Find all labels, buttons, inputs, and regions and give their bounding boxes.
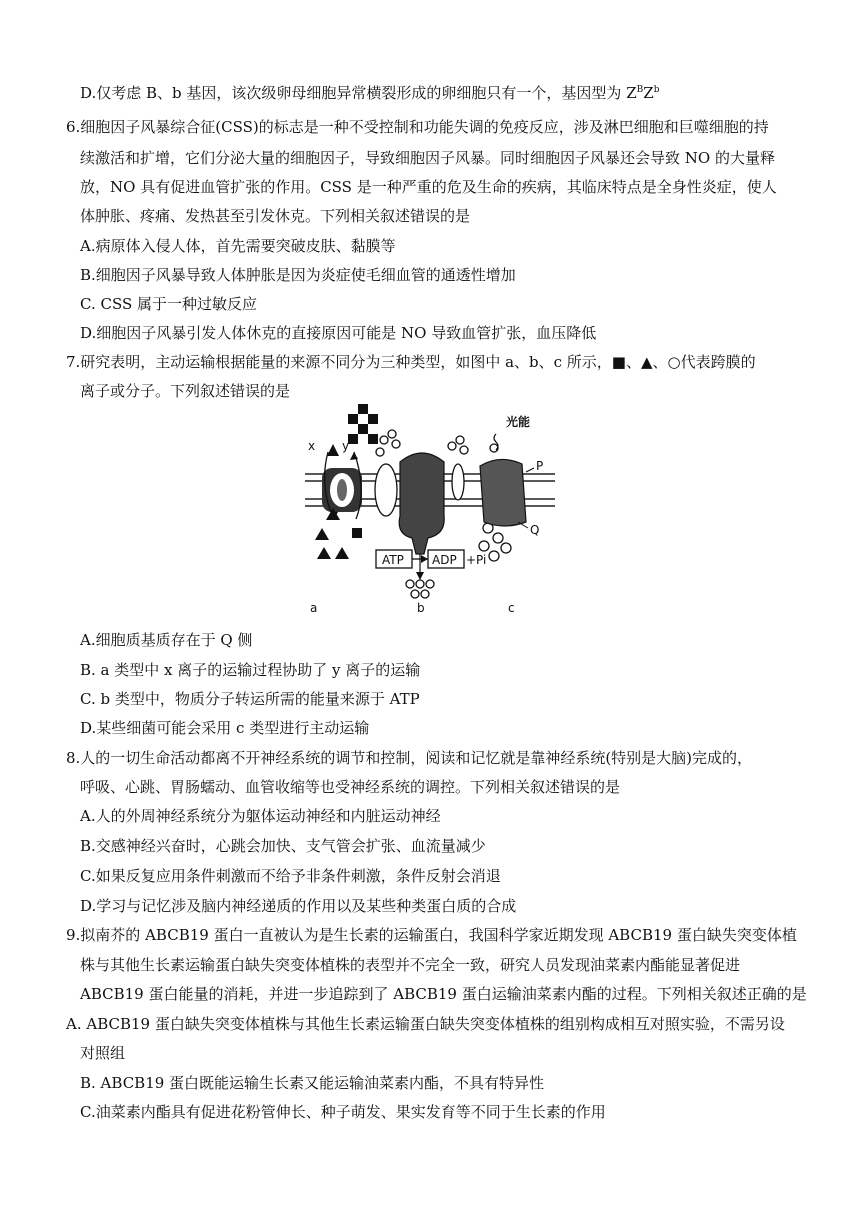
q9-option-a-cont: 对照组	[80, 1044, 126, 1062]
q6-option-b: B.细胞因子风暴导致人体肿胀是因为炎症使毛细血管的通透性增加	[80, 266, 516, 284]
q6-option-c: C. CSS 属于一种过敏反应	[80, 295, 258, 313]
label-x: x	[308, 439, 316, 453]
label-y: y	[342, 439, 350, 453]
label-atp: ATP	[382, 553, 404, 567]
label-p: P	[536, 459, 544, 473]
q8-option-b: B.交感神经兴奋时，心跳会加快、支气管会扩张、血流量减少	[80, 837, 486, 855]
q9-option-c: C.油菜素内酯具有促进花粉管伸长、种子萌发、果实发育等不同于生长素的作用	[80, 1103, 606, 1121]
light-pump-c	[480, 434, 526, 526]
q7-option-b: B. a 类型中 x 离子的运输过程协助了 y 离子的运输	[80, 661, 421, 679]
q6-option-a: A.病原体入侵人体，首先需要突破皮肤、黏膜等	[80, 237, 396, 255]
q7-option-c: C. b 类型中，物质分子转运所需的能量来源于 ATP	[80, 690, 420, 708]
q9-stem-line-3: ABCB19 蛋白能量的消耗，并进一步追踪到了 ABCB19 蛋白运输油菜素内酯的过程。下列相关叙述正确的是	[80, 985, 807, 1003]
q6-stem-line-4: 体肿胀、疼痛、发热甚至引发休克。下列相关叙述错误的是	[80, 207, 471, 225]
active-transport-figure	[300, 404, 560, 616]
q6-stem-line-2: 续激活和扩增，它们分泌大量的细胞因子，导致细胞因子风暴。同时细胞因子风暴还会导致 NO 的大量释	[80, 149, 775, 167]
q7-option-d: D.某些细菌可能会采用 c 类型进行主动运输	[80, 719, 370, 737]
q6-option-d: D.细胞因子风暴引发人体休克的直接原因可能是 NO 导致血管扩张，血压降低	[80, 324, 597, 342]
q7-option-a: A.细胞质基质存在于 Q 侧	[80, 631, 253, 649]
superscript-b-lower: b	[653, 85, 660, 95]
q6-stem-line-3: 放，NO 具有促进血管扩张的作用。CSS 是一种严重的危及生命的疾病，其临床特点是全身性炎症，使人	[80, 178, 777, 196]
label-c: c	[508, 601, 515, 615]
label-pi: +Pi	[466, 553, 487, 567]
atp-pump-b	[375, 453, 464, 554]
q8-option-a: A.人的外周神经系统分为躯体运动神经和内脏运动神经	[80, 807, 441, 825]
q9-option-a: A. ABCB19 蛋白缺失突变体植株与其他生长素运输蛋白缺失突变体植株的组别构成相互对照实验，不需另设	[66, 1015, 785, 1033]
q8-stem-line-2: 呼吸、心跳、胃肠蠕动、血管收缩等也受神经系统的调控。下列相关叙述错误的是	[80, 778, 621, 796]
q8-stem-line-1: 8.人的一切生命活动都离不开神经系统的调节和控制，阅读和记忆就是靠神经系统(特别是大脑)完成的，	[66, 749, 753, 767]
q9-stem-line-2: 株与其他生长素运输蛋白缺失突变体植株的表型并不完全一致，研究人员发现油菜素内酯能显著促进	[80, 956, 741, 974]
q7-stem-line-1: 7.研究表明，主动运输根据能量的来源不同分为三种类型，如图中 a、b、c 所示，■、▲、○代表跨膜的	[66, 353, 756, 371]
q5-option-d	[80, 83, 659, 103]
label-adp: ADP	[432, 553, 457, 567]
q9-stem-line-1: 9.拟南芥的 ABCB19 蛋白一直被认为是生长素的运输蛋白，我国科学家近期发现 ABCB19 蛋白缺失突变体植	[66, 926, 797, 944]
q8-option-c: C.如果反复应用条件刺激而不给予非条件刺激，条件反射会消退	[80, 867, 501, 885]
superscript-b-upper: B	[636, 85, 644, 95]
label-b: b	[417, 601, 425, 615]
q5-option-d-z: Z	[643, 84, 654, 102]
q8-option-d: D.学习与记忆涉及脑内神经递质的作用以及某些种类蛋白质的合成	[80, 897, 517, 915]
label-light-energy: 光能	[506, 415, 531, 429]
label-q: Q	[530, 523, 540, 537]
q6-stem-line-1: 6.细胞因子风暴综合征(CSS)的标志是一种不受控制和功能失调的免疫反应，涉及淋巴细胞和巨噬细胞的持	[66, 118, 769, 136]
label-a: a	[310, 601, 318, 615]
q9-option-b: B. ABCB19 蛋白既能运输生长素又能运输油菜素内酯，不具有特异性	[80, 1074, 545, 1092]
q5-option-d-text: D.仅考虑 B、b 基因，该次级卵母细胞异常横裂形成的卵细胞只有一个，基因型为 Z	[80, 84, 637, 102]
q7-stem-line-2: 离子或分子。下列叙述错误的是	[80, 382, 291, 400]
